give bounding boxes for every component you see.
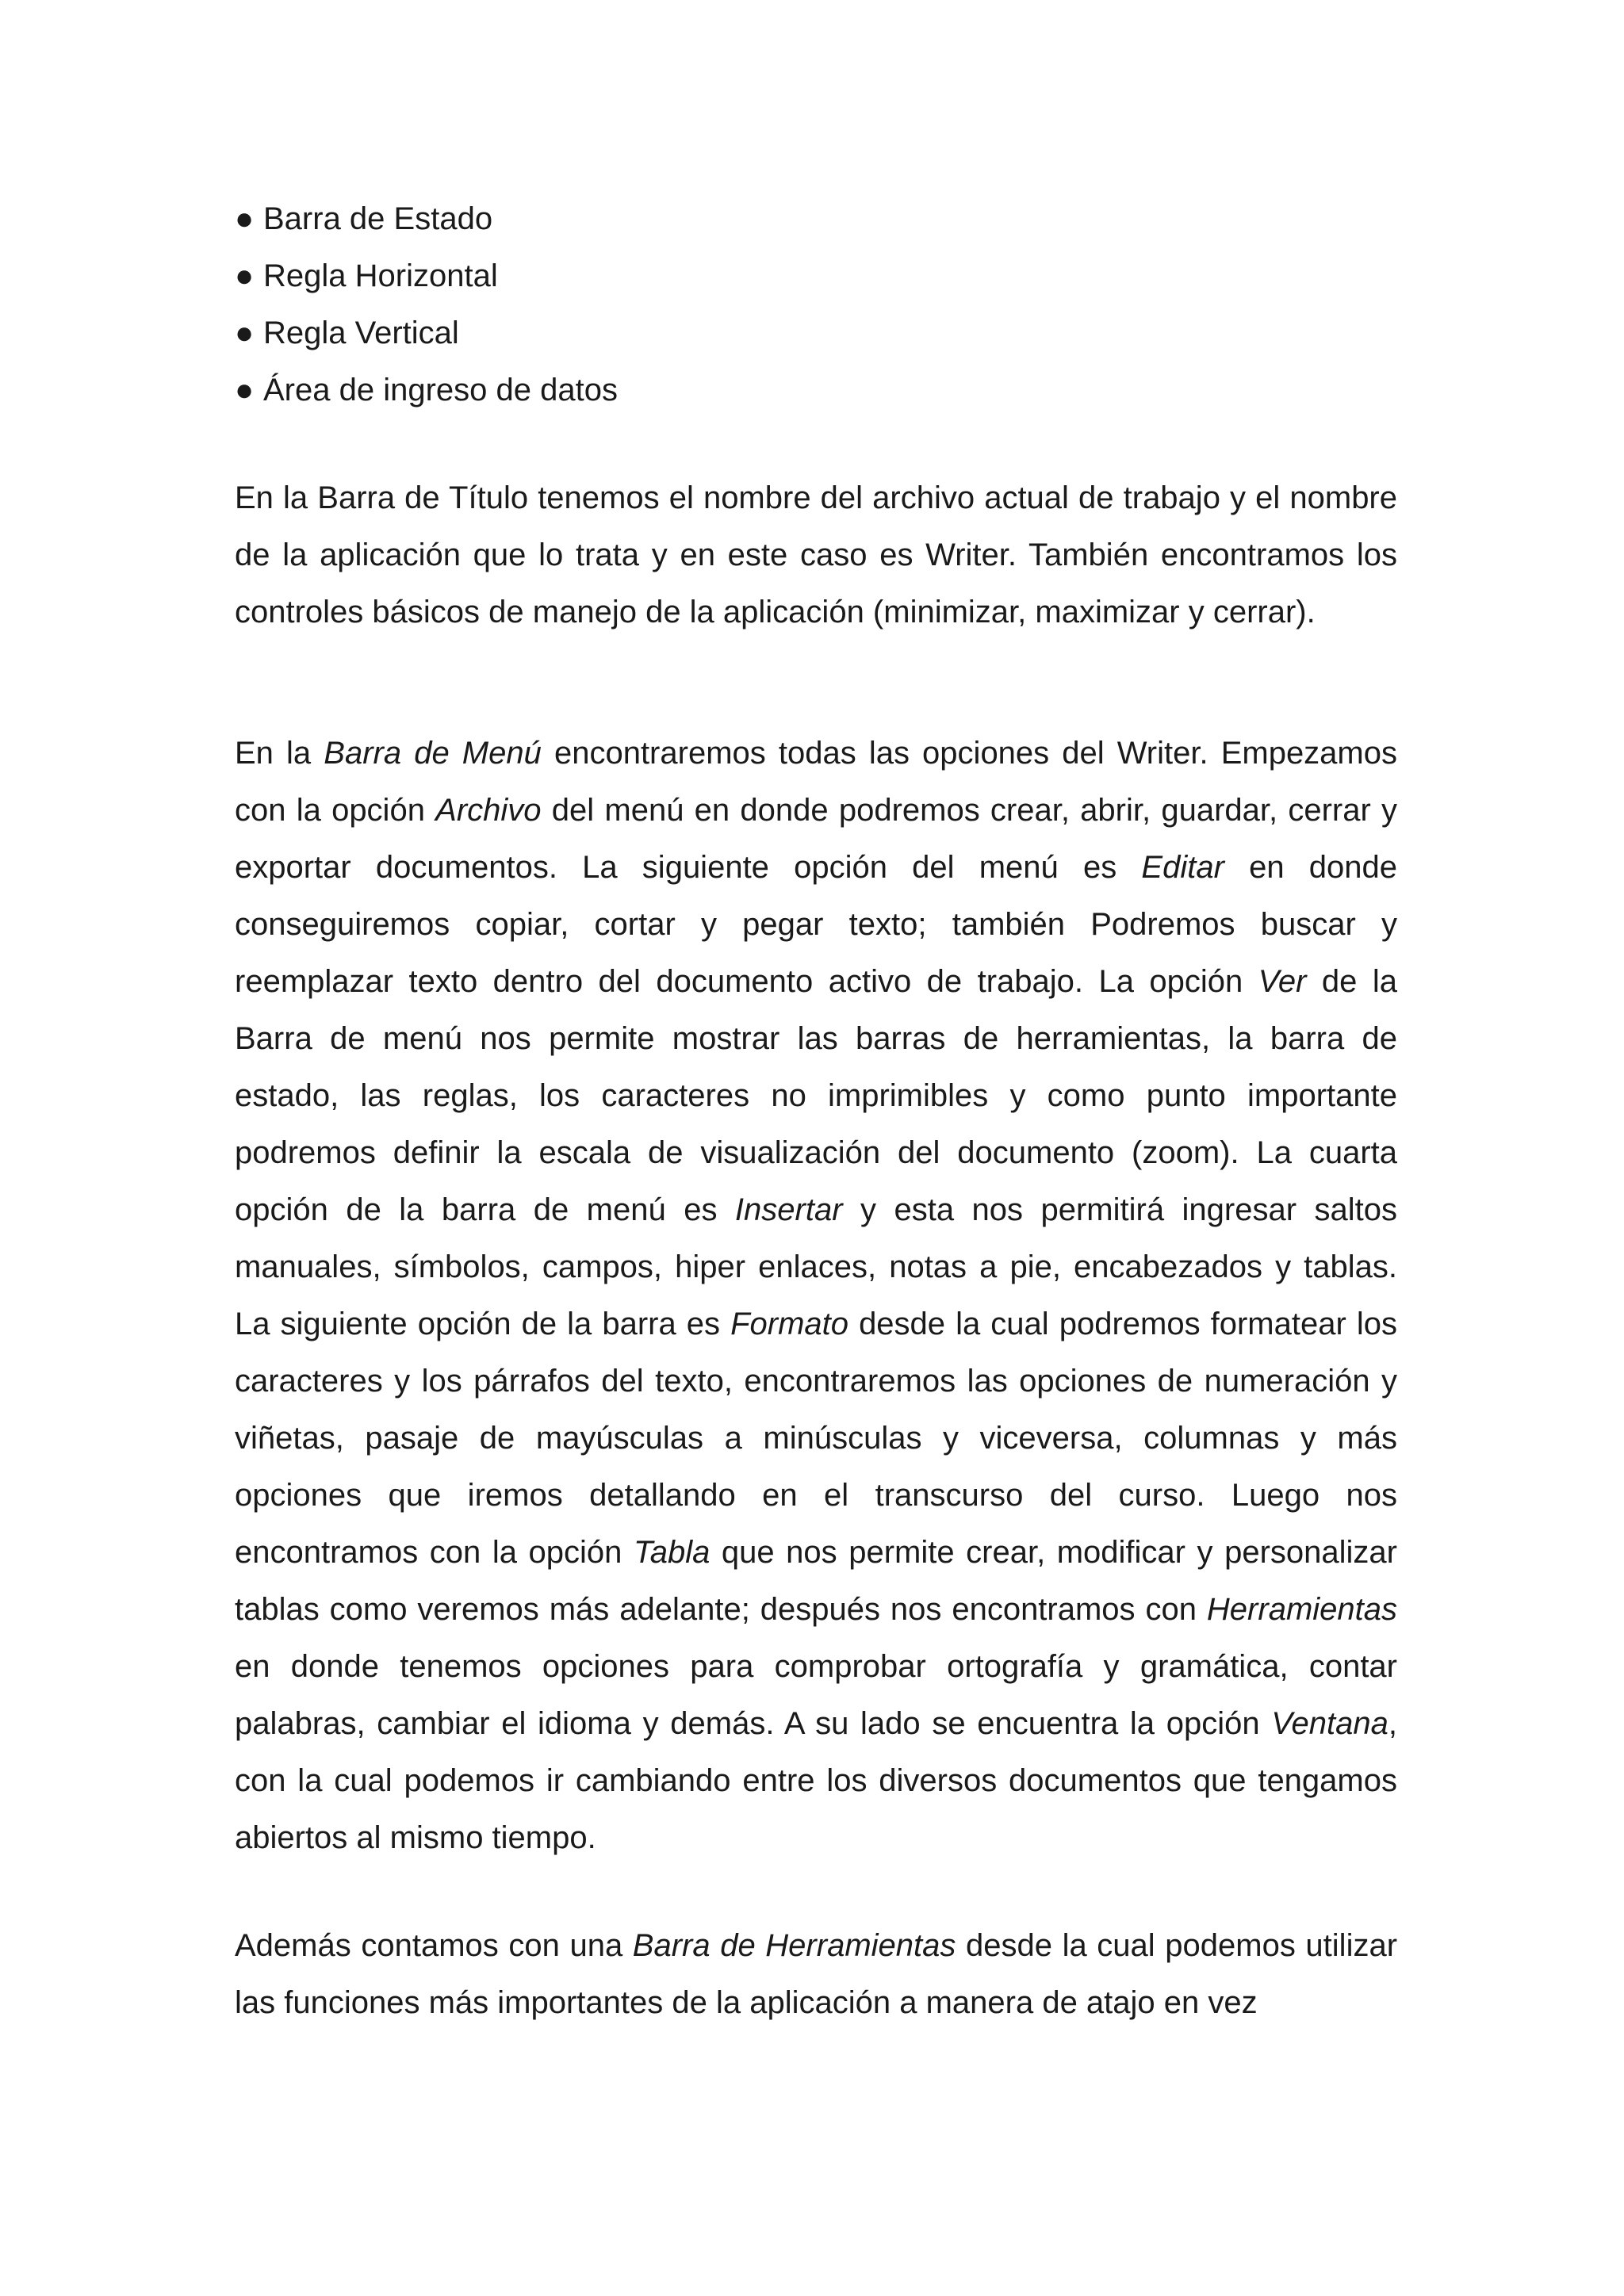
bullet-icon: ● bbox=[235, 258, 255, 293]
bullet-list bbox=[235, 190, 1424, 419]
bullet-text: Regla Horizontal bbox=[263, 258, 498, 293]
bullet-text: Área de ingreso de datos bbox=[263, 373, 618, 408]
bullet-icon: ● bbox=[235, 373, 255, 408]
list-item bbox=[235, 304, 1424, 362]
bullet-text: Regla Vertical bbox=[263, 316, 459, 350]
paragraph-title-bar: En la Barra de Título tenemos el nombre del archivo actual de trabajo y el nombre de la aplicación que lo trata y en este caso es Writer. También encontramos los controles básicos de manejo de la aplicación (minimizar, maximizar y cerrar). bbox=[235, 480, 1397, 629]
list-item bbox=[235, 362, 1424, 419]
bullet-icon: ● bbox=[235, 316, 255, 350]
list-item bbox=[235, 190, 1424, 247]
bullet-icon: ● bbox=[235, 201, 255, 236]
paragraph-menu-bar: En la Barra de Menú encontraremos todas las opciones del Writer. Empezamos con la opción Archivo del menú en donde podremos crear, abrir, guardar, cerrar y exportar documentos. La siguiente opción del menú es Editar en donde conseguiremos copiar, cortar y pegar texto; también Podremos buscar y reemplazar texto dentro del documento activo de trabajo. La opción Ver de la Barra de menú nos permite mostrar las barras de herramientas, la barra de estado, las reglas, los caracteres no imprimibles y como punto importante podremos definir la escala de visualización del documento (zoom). La cuarta opción de la barra de menú es Insertar y esta nos permitirá ingresar saltos manuales, símbolos, campos, hiper enlaces, notas a pie, encabezados y tablas. La siguiente opción de la barra es Formato desde la cual podremos formatear los caracteres y los párrafos del texto, encontraremos las opciones de numeración y viñetas, pasaje de mayúsculas a minúsculas y viceversa, columnas y más opciones que iremos detallando en el transcurso del curso. Luego nos encontramos con la opción Tabla que nos permite crear, modificar y personalizar tablas como veremos más adelante; después nos encontramos con Herramientas en donde tenemos opciones para comprobar ortografía y gramática, contar palabras, cambiar el idioma y demás. A su lado se encuentra la opción Ventana, con la cual podemos ir cambiando entre los diversos documentos que tengamos abiertos al mismo tiempo. bbox=[235, 736, 1398, 1855]
list-item bbox=[235, 247, 1424, 304]
paragraph-toolbar: Además contamos con una Barra de Herramientas desde la cual podemos utilizar las funciones más importantes de la aplicación a manera de atajo en vez bbox=[235, 1928, 1398, 2020]
bullet-text: Barra de Estado bbox=[263, 201, 493, 236]
